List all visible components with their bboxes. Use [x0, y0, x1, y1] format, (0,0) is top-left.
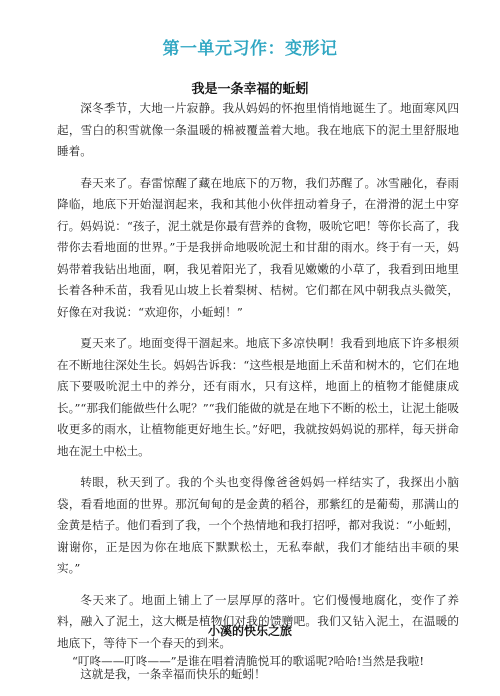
essay-paragraph-3: 夏天来了。地面变得干涸起来。地底下多凉快啊！我看到地底下许多根须在不断地往深处生长。妈妈告诉我：“这些根是地面上禾苗和树木的，它们在地底下要吸吮泥土中的养分，还有雨水，只有这样，地面上的植物才能健康成长。”“那我们能做些什么呢？”“我们能做的就是在地下不断的松土，让泥土能吸收更多的雨水，让植物能更好地生长。”好吧，我就按妈妈说的那样，每天拼命地在泥土中松土。: [57, 336, 459, 458]
essay-paragraph-4: 转眼，秋天到了。我的个头也变得像爸爸妈妈一样结实了，我探出小脑袋，看看地面的世界。那沉甸甸的是金黄的稻谷，那紫红的是葡萄，那满山的金黄是桔子。他们看到了我，一个个热情地和我打招呼，都对我说：“小蚯蚓，谢谢你，正是因为你在地底下默默松土，无私奉献，我们才能结出丰硕的果实。”: [57, 475, 459, 575]
section2-title: 小溪的快乐之旅: [207, 624, 292, 638]
section2-paragraph: “叮咚——叮咚——”是谁在唱着清脆悦耳的歌谣呢?哈哈!当然是我啦!: [72, 654, 425, 668]
essay-paragraph-5: 冬天来了。地面上铺上了一层厚厚的落叶。它们慢慢地腐化，变作了养料，融入了泥土，这大概是植物们对我的馈赠吧。我们又钻入泥土，在温暖的地底下，等待下一个春天的到来。: [57, 592, 459, 650]
essay-body: [57, 98, 459, 696]
essay-paragraph-6: 这就是我，一条幸福而快乐的蚯蚓！: [80, 667, 266, 681]
unit-title: 第一单元习作：变形记: [162, 39, 338, 59]
essay-paragraph-2: 春天来了。春雷惊醒了藏在地底下的万物，我们苏醒了。冰雪融化，春雨降临，地底下开始湿润起来，我和其他小伙伴扭动着身子，在滑滑的泥土中穿行。妈妈说：“孩子，泥土就是你最有营养的食物，吸吮它吧！等你长高了，我带你去看地面的世界。”于是我拼命地吸吮泥土和甘甜的雨水。终于有一天，妈妈带着我钻出地面，啊，我见着阳光了，我看见嫩嫩的小草了，我看到田地里长着各种禾苗，我看见山坡上长着梨树、桔树。它们都在风中朝我点头微笑，好像在对我说：“欢迎你，小蚯蚓！”: [57, 175, 459, 319]
essay-paragraph-1: 深冬季节，大地一片寂静。我从妈妈的怀抱里悄悄地诞生了。地面寒风四起，雪白的积雪就像一条温暖的棉被覆盖着大地。我在地底下的泥土里舒服地睡着。: [57, 101, 459, 158]
essay-title: 我是一条幸福的蚯蚓: [191, 82, 309, 97]
